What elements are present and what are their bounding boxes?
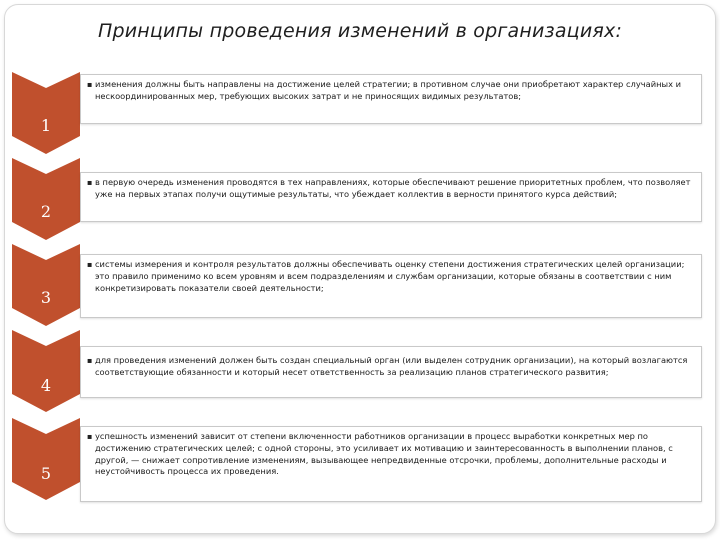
item-text: в первую очередь изменения проводятся в тех направлениях, которые обеспечивают решение приоритетных проблем, что позволяет уже на первых этапах получи ощутимые результаты, что убеждает коллектив в верности принятого курса действий; <box>95 177 691 199</box>
item-text: системы измерения и контроля результатов должны обеспечивать оценку степени достижения стратегических целей организации; это правило применимо ко всем уровням и всем подразделениям и службам организации, которые обязаны в соответствии с ним конкретизировать показатели своей деятельности; <box>95 259 685 293</box>
bullet-icon: ▪ <box>87 80 93 89</box>
item-number: 3 <box>40 288 52 307</box>
item-text-box <box>80 426 702 502</box>
item-number: 2 <box>40 202 52 221</box>
bullet-icon: ▪ <box>87 356 93 365</box>
item-text: изменения должны быть направлены на достижение целей стратегии; в противном случае они приобретают характер случайных и нескоординированных мер, требующих высоких затрат и не приносящих видимых результатов; <box>95 79 682 101</box>
list-item <box>0 158 720 238</box>
list-item <box>0 244 720 324</box>
chevron-marker <box>12 72 80 152</box>
item-text-box <box>80 254 702 318</box>
list-item <box>0 72 720 152</box>
item-text-box <box>80 74 702 124</box>
bullet-icon: ▪ <box>87 178 93 187</box>
item-number: 5 <box>40 464 52 483</box>
bullet-icon: ▪ <box>87 260 93 269</box>
item-text-box <box>80 172 702 222</box>
chevron-marker <box>12 330 80 410</box>
list-item <box>0 330 720 410</box>
item-text-box <box>80 346 702 398</box>
list-item <box>0 418 720 498</box>
item-text: для проведения изменений должен быть создан специальный орган (или выделен сотрудник организации), на который возлагаются соответствующие обязанности и который несет ответственность за реализацию планов стратегического развития; <box>95 355 688 377</box>
bullet-icon: ▪ <box>87 432 93 441</box>
chevron-marker <box>12 418 80 498</box>
item-number: 1 <box>40 116 52 135</box>
chevron-marker <box>12 244 80 324</box>
page-title: Принципы проведения изменений в организациях: <box>97 20 623 42</box>
chevron-marker <box>12 158 80 238</box>
item-text: успешность изменений зависит от степени включенности работников организации в процесс выработки конкретных мер по достижению стратегических целей; с одной стороны, это усиливает их мотивацию и заинтересованность в выполнении планов, с другой, — снижает сопротивление изменениям, вызывающее непредвиденные отсрочки, проблемы, дополнительные расходы и неустойчивость процесса их проведения. <box>95 431 673 477</box>
item-number: 4 <box>40 376 52 395</box>
